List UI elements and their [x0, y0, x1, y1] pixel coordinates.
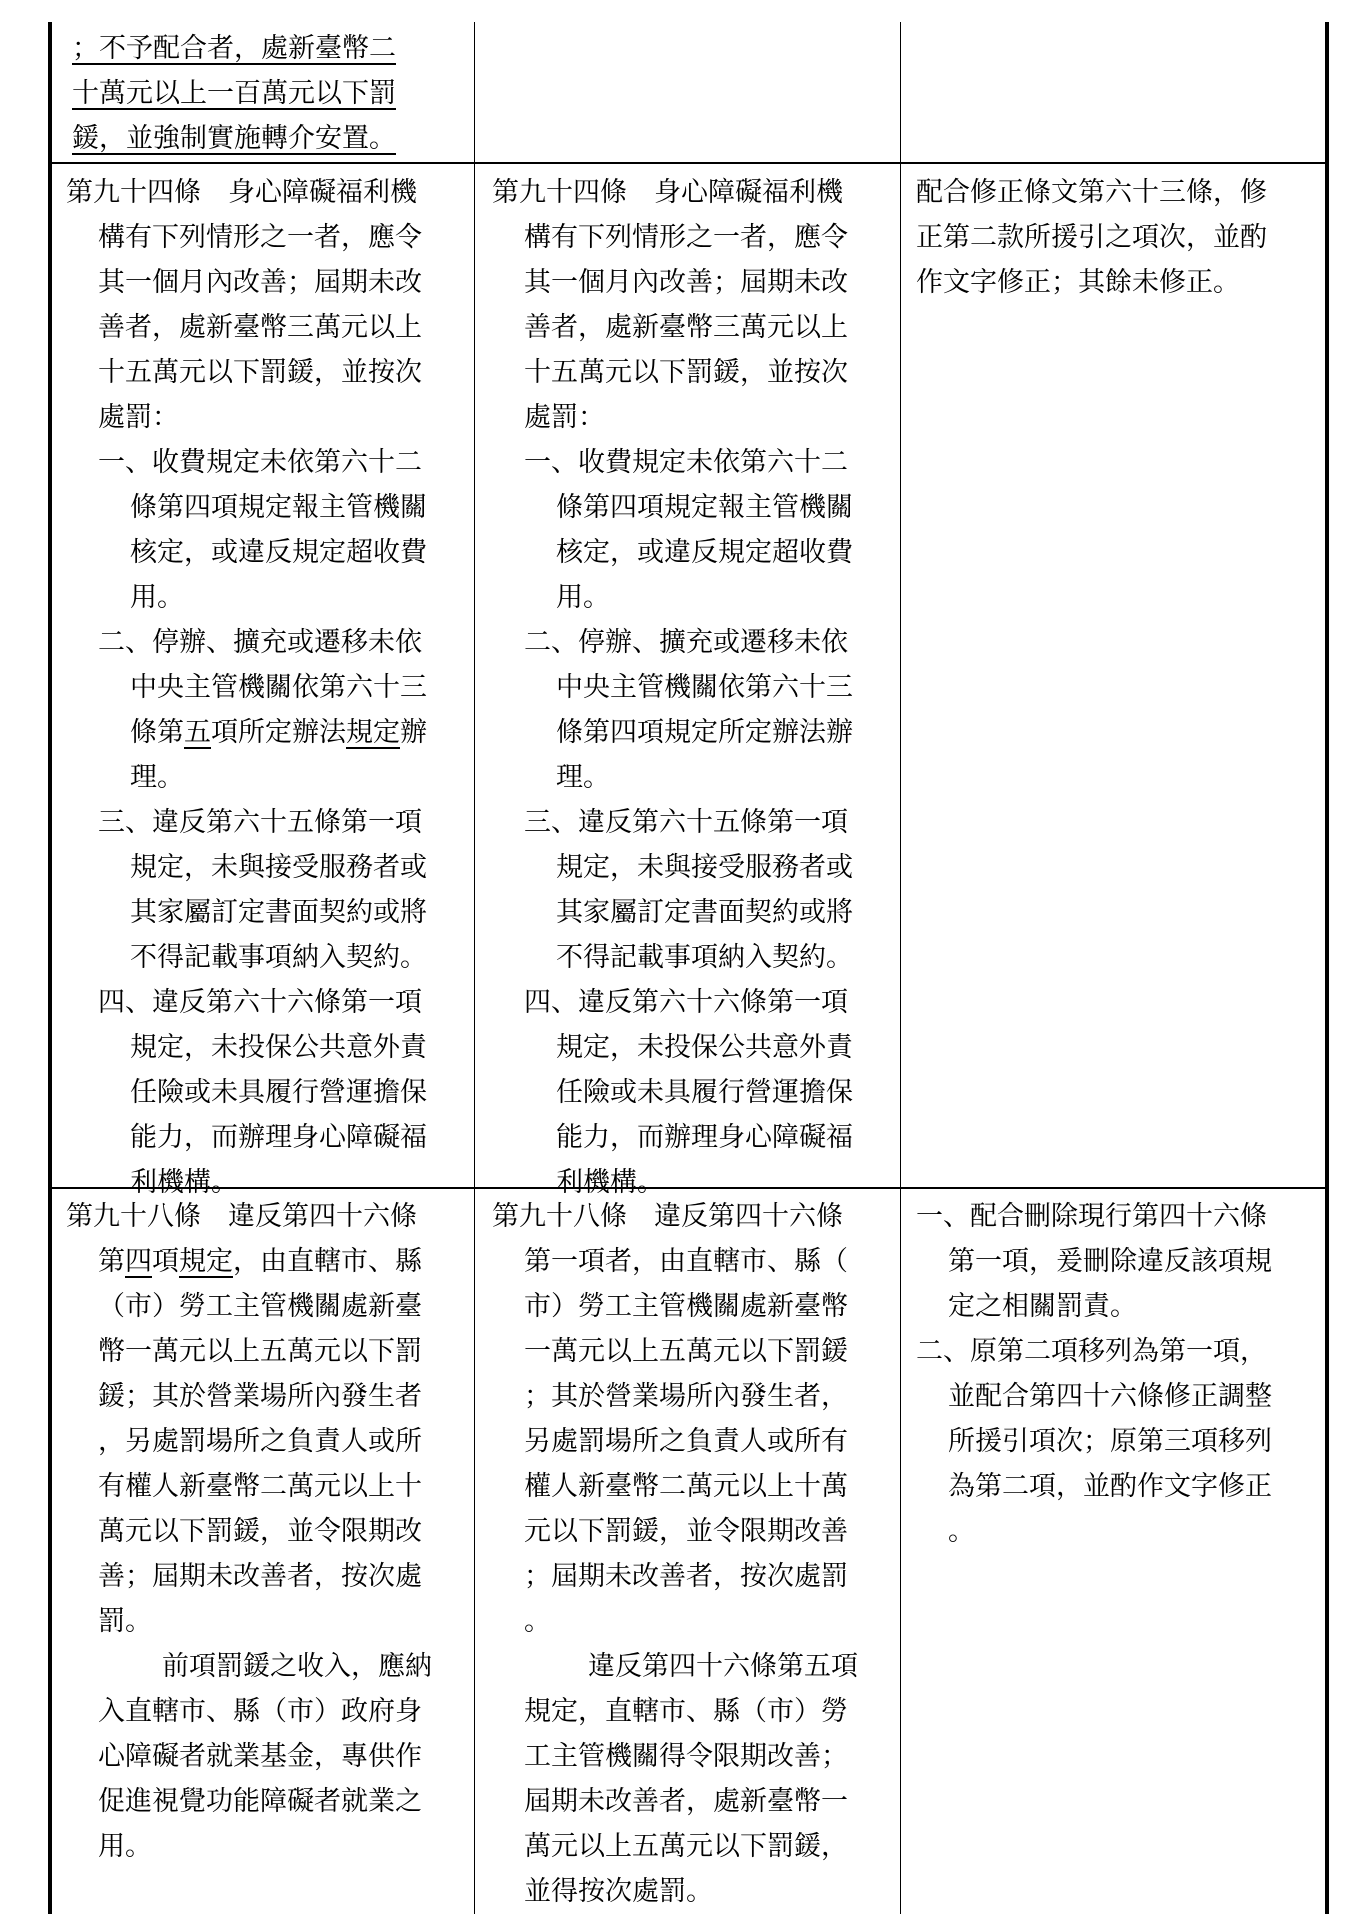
text-line [66, 1194, 470, 1239]
text-line [492, 1824, 896, 1869]
text-line [492, 1554, 896, 1599]
table-left-border [48, 22, 52, 1914]
text-segment: 三、違反第六十五條第一項 [524, 807, 848, 838]
text-line [492, 1779, 896, 1824]
text-line [66, 1689, 470, 1734]
text-segment: 條第四項規定報主管機關 [556, 492, 853, 523]
text-segment: 第九十八條 違反第四十六條 [66, 1201, 417, 1232]
article-98-amendment-cell [66, 1194, 470, 1869]
text-line [916, 1509, 1324, 1554]
text-segment: 用。 [130, 582, 184, 613]
text-segment: 配合修正條文第六十三條，修 [916, 177, 1267, 208]
row0-amendment-cell [72, 26, 472, 161]
text-line [66, 1284, 470, 1329]
underlined-amendment-text: 四 [125, 1246, 152, 1277]
text-segment: 作文字修正；其餘未修正。 [916, 267, 1240, 298]
text-segment: 並得按次處罰。 [524, 1876, 713, 1907]
text-line [66, 890, 470, 935]
text-line [492, 1115, 896, 1160]
article-94-current-cell [492, 170, 896, 1205]
text-segment: （市）勞工主管機關處新臺 [98, 1291, 422, 1322]
article-94-explanation-cell [916, 170, 1324, 305]
text-segment: 一、配合刪除現行第四十六條 [916, 1201, 1267, 1232]
text-line [66, 530, 470, 575]
text-segment: 十五萬元以下罰鍰，並按次 [98, 357, 422, 388]
text-segment: 任險或未具履行營運擔保 [556, 1077, 853, 1108]
text-segment: 屆期未改善者，處新臺幣一 [524, 1786, 848, 1817]
text-segment: 另處罰場所之負責人或所有 [524, 1426, 848, 1457]
text-line [916, 1464, 1324, 1509]
text-line [916, 260, 1324, 305]
row-divider-1 [48, 162, 1329, 164]
text-line [492, 215, 896, 260]
comparison-table [48, 22, 1334, 1914]
text-segment: 條第四項規定所定辦法辦 [556, 717, 853, 748]
text-segment: 項所定辦法 [211, 717, 346, 748]
text-line [492, 485, 896, 530]
text-segment: 促進視覺功能障礙者就業之 [98, 1786, 422, 1817]
text-line [492, 170, 896, 215]
text-line [66, 1070, 470, 1115]
text-line [492, 710, 896, 755]
text-segment: 工主管機關得令限期改善； [524, 1741, 848, 1772]
text-line [66, 305, 470, 350]
text-line [492, 980, 896, 1025]
table-right-border [1325, 22, 1329, 1914]
text-segment: 規定，未投保公共意外責 [130, 1032, 427, 1063]
text-line [916, 1419, 1324, 1464]
text-segment: 項 [152, 1246, 179, 1277]
text-segment: 其一個月內改善；屆期未改 [98, 267, 422, 298]
text-segment: 二、停辦、擴充或遷移未依 [524, 627, 848, 658]
text-segment: 能力，而辦理身心障礙福 [130, 1122, 427, 1153]
column-divider-1 [474, 22, 475, 1914]
text-segment: 十五萬元以下罰鍰，並按次 [524, 357, 848, 388]
text-segment: 四、違反第六十六條第一項 [524, 987, 848, 1018]
underlined-amendment-text: 規定 [179, 1246, 233, 1277]
text-line [492, 665, 896, 710]
text-line [492, 575, 896, 620]
text-line [66, 215, 470, 260]
text-segment: 定之相關罰責。 [948, 1291, 1137, 1322]
text-segment: ，由直轄市、縣 [233, 1246, 422, 1277]
text-line [66, 1239, 470, 1284]
text-segment: 所援引項次；原第三項移列 [948, 1426, 1272, 1457]
text-line [492, 1869, 896, 1914]
text-line [66, 485, 470, 530]
text-line [492, 1599, 896, 1644]
text-line [492, 890, 896, 935]
text-segment: 第一項，爰刪除違反該項規 [948, 1246, 1272, 1277]
text-line [492, 1464, 896, 1509]
text-segment: 入直轄市、縣（市）政府身 [98, 1696, 422, 1727]
text-segment: 三、違反第六十五條第一項 [98, 807, 422, 838]
text-segment: 為第二項，並酌作文字修正 [948, 1471, 1272, 1502]
text-line [916, 1329, 1324, 1374]
text-segment: 不得記載事項納入契約。 [556, 942, 853, 973]
text-segment: 理。 [130, 762, 184, 793]
text-segment: 罰。 [98, 1606, 152, 1637]
text-line [66, 1599, 470, 1644]
text-line [492, 1734, 896, 1779]
text-line [492, 1374, 896, 1419]
text-segment: 用。 [98, 1831, 152, 1862]
text-segment: 違反第四十六條第五項 [588, 1651, 858, 1682]
text-segment: ；其於營業場所內發生者， [524, 1381, 848, 1412]
text-segment: 理。 [556, 762, 610, 793]
text-line [66, 980, 470, 1025]
text-segment: 構有下列情形之一者，應令 [98, 222, 422, 253]
text-line [66, 710, 470, 755]
text-line [916, 215, 1324, 260]
text-line [66, 395, 470, 440]
text-line [492, 1025, 896, 1070]
text-segment: 任險或未具履行營運擔保 [130, 1077, 427, 1108]
text-line [72, 116, 472, 161]
text-line [492, 530, 896, 575]
text-line [66, 260, 470, 305]
text-segment: 善者，處新臺幣三萬元以上 [524, 312, 848, 343]
text-line [66, 575, 470, 620]
text-line [66, 845, 470, 890]
text-segment: 市）勞工主管機關處新臺幣 [524, 1291, 848, 1322]
article-98-explanation-cell [916, 1194, 1324, 1554]
text-segment: 規定，未與接受服務者或 [556, 852, 853, 883]
text-line [66, 1115, 470, 1160]
text-line [916, 1284, 1324, 1329]
text-segment: 權人新臺幣二萬元以上十萬 [524, 1471, 848, 1502]
underlined-amendment-text: ；不予配合者，處新臺幣二 [72, 33, 396, 64]
text-line [492, 935, 896, 980]
text-line [66, 1644, 470, 1689]
text-segment: 一、收費規定未依第六十二 [524, 447, 848, 478]
text-segment: 元以下罰鍰，並令限期改善 [524, 1516, 848, 1547]
text-line [66, 170, 470, 215]
text-segment: 鍰；其於營業場所內發生者 [98, 1381, 422, 1412]
underlined-amendment-text: 鍰，並強制實施轉介安置。 [72, 123, 396, 154]
text-line [492, 1239, 896, 1284]
text-segment: 規定，直轄市、縣（市）勞 [524, 1696, 848, 1727]
text-segment: 四、違反第六十六條第一項 [98, 987, 422, 1018]
text-line [66, 1779, 470, 1824]
text-segment: 第九十四條 身心障礙福利機 [492, 177, 843, 208]
text-line [492, 845, 896, 890]
text-line [72, 26, 472, 71]
article-94-amendment-cell [66, 170, 470, 1205]
text-segment: 規定，未與接受服務者或 [130, 852, 427, 883]
text-line [66, 1419, 470, 1464]
text-line [492, 1194, 896, 1239]
text-segment: 核定，或違反規定超收費 [556, 537, 853, 568]
text-segment: 其一個月內改善；屆期未改 [524, 267, 848, 298]
text-segment: 構有下列情形之一者，應令 [524, 222, 848, 253]
text-line [492, 1644, 896, 1689]
text-line [66, 800, 470, 845]
text-line [916, 1374, 1324, 1419]
text-segment: 萬元以下罰鍰，並令限期改 [98, 1516, 422, 1547]
underlined-amendment-text: 五 [184, 717, 211, 748]
text-segment: 有權人新臺幣二萬元以上十 [98, 1471, 422, 1502]
text-segment: 前項罰鍰之收入，應納 [162, 1651, 432, 1682]
text-segment: ，另處罰場所之負責人或所 [98, 1426, 422, 1457]
text-line [492, 350, 896, 395]
text-segment: 第九十四條 身心障礙福利機 [66, 177, 417, 208]
column-divider-2 [900, 22, 901, 1914]
underlined-amendment-text: 規定 [346, 717, 400, 748]
text-segment: 善者，處新臺幣三萬元以上 [98, 312, 422, 343]
text-line [66, 1329, 470, 1374]
text-line [66, 1464, 470, 1509]
text-segment: 並配合第四十六條修正調整 [948, 1381, 1272, 1412]
text-segment: 。 [948, 1516, 975, 1547]
text-line [66, 1374, 470, 1419]
text-line [492, 1689, 896, 1734]
text-segment: 其家屬訂定書面契約或將 [130, 897, 427, 928]
text-line [492, 395, 896, 440]
text-segment: 正第二款所援引之項次，並酌 [916, 222, 1267, 253]
text-line [916, 170, 1324, 215]
text-segment: 第一項者，由直轄市、縣（ [524, 1246, 848, 1277]
text-segment: 規定，未投保公共意外責 [556, 1032, 853, 1063]
text-segment: 第 [98, 1246, 125, 1277]
text-segment: 不得記載事項納入契約。 [130, 942, 427, 973]
text-line [916, 1239, 1324, 1284]
text-line [492, 755, 896, 800]
text-line [66, 935, 470, 980]
text-segment: 二、原第二項移列為第一項， [916, 1336, 1267, 1367]
text-line [66, 1509, 470, 1554]
text-segment: 能力，而辦理身心障礙福 [556, 1122, 853, 1153]
text-line [66, 755, 470, 800]
text-segment: 條第四項規定報主管機關 [130, 492, 427, 523]
text-line [66, 440, 470, 485]
text-segment: 一萬元以上五萬元以下罰鍰 [524, 1336, 848, 1367]
text-line [492, 800, 896, 845]
text-segment: 心障礙者就業基金，專供作 [98, 1741, 422, 1772]
text-line [66, 1025, 470, 1070]
text-line [66, 620, 470, 665]
text-line [492, 1284, 896, 1329]
text-segment: 其家屬訂定書面契約或將 [556, 897, 853, 928]
text-line [492, 1509, 896, 1554]
text-segment: 辦 [400, 717, 427, 748]
underlined-amendment-text: 十萬元以上一百萬元以下罰 [72, 78, 396, 109]
text-line [916, 1194, 1324, 1239]
text-line [66, 1554, 470, 1599]
text-segment: 第九十八條 違反第四十六條 [492, 1201, 843, 1232]
text-segment: 條第 [130, 717, 184, 748]
text-segment: 善；屆期未改善者，按次處 [98, 1561, 422, 1592]
text-segment: ；屆期未改善者，按次處罰 [524, 1561, 848, 1592]
text-line [72, 71, 472, 116]
text-segment: 核定，或違反規定超收費 [130, 537, 427, 568]
text-line [492, 305, 896, 350]
text-segment: 幣一萬元以上五萬元以下罰 [98, 1336, 422, 1367]
article-98-current-cell [492, 1194, 896, 1914]
text-line [66, 350, 470, 395]
text-line [66, 665, 470, 710]
text-line [492, 440, 896, 485]
text-segment: 中央主管機關依第六十三 [130, 672, 427, 703]
text-segment: 用。 [556, 582, 610, 613]
text-segment: 處罰： [524, 402, 605, 433]
text-segment: 。 [524, 1606, 551, 1637]
text-segment: 利機構。 [130, 1167, 238, 1198]
text-line [492, 620, 896, 665]
text-line [66, 1824, 470, 1869]
text-segment: 二、停辦、擴充或遷移未依 [98, 627, 422, 658]
text-segment: 利機構。 [556, 1167, 664, 1198]
text-segment: 處罰： [98, 402, 179, 433]
text-segment: 一、收費規定未依第六十二 [98, 447, 422, 478]
text-segment: 中央主管機關依第六十三 [556, 672, 853, 703]
text-line [66, 1734, 470, 1779]
text-segment: 萬元以上五萬元以下罰鍰， [524, 1831, 848, 1862]
text-line [492, 260, 896, 305]
text-line [492, 1070, 896, 1115]
text-line [492, 1419, 896, 1464]
text-line [492, 1329, 896, 1374]
